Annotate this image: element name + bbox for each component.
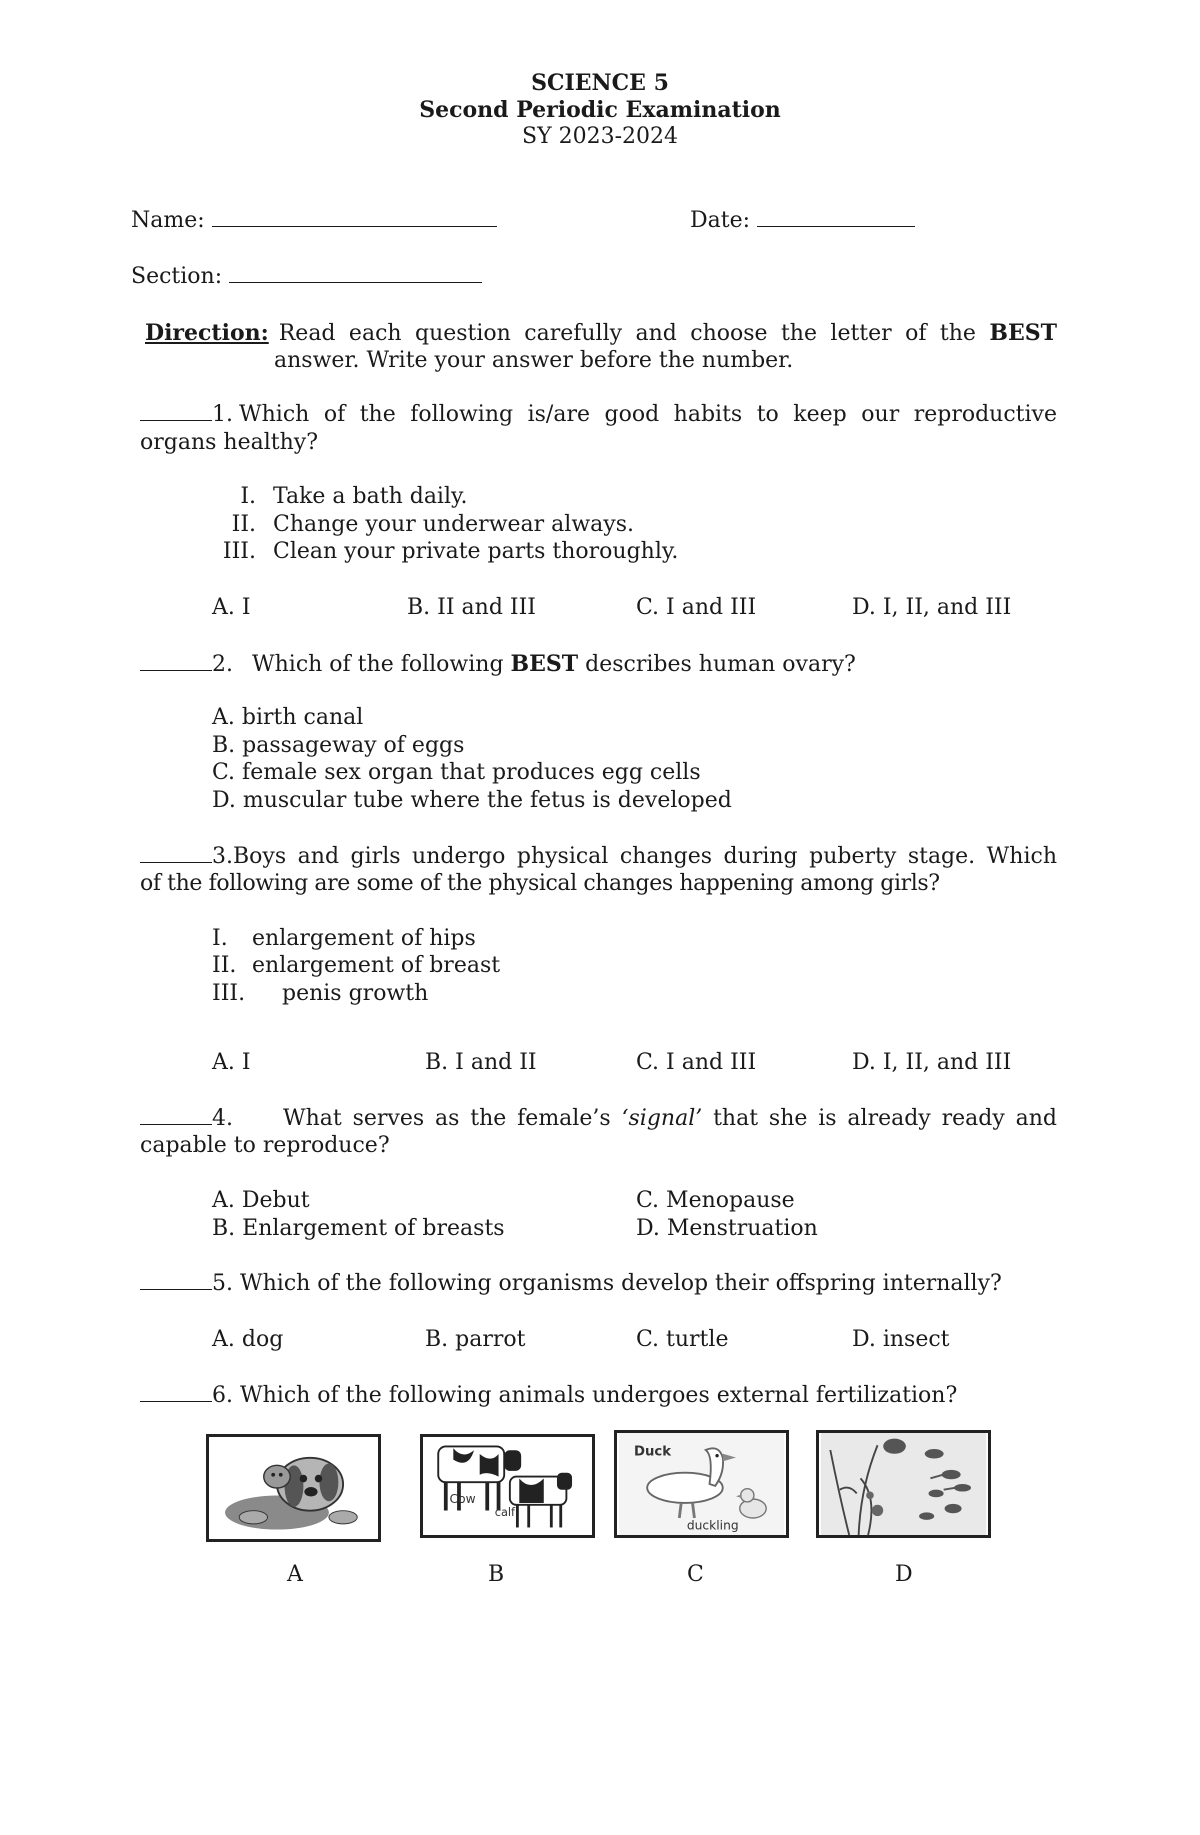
cow-and-calf-picture[interactable] bbox=[420, 1434, 595, 1538]
picture-label-b: B bbox=[488, 1562, 505, 1587]
q4-option-b[interactable]: B. Enlargement of breasts bbox=[212, 1216, 505, 1241]
answer-blank-4[interactable] bbox=[140, 1106, 212, 1125]
answer-blank-5[interactable] bbox=[140, 1271, 212, 1290]
calf-label: calf bbox=[494, 1506, 516, 1520]
question-3-line1: 3. Boys and girls undergo physical changes during puberty stage. Which bbox=[140, 844, 1057, 869]
q3-choice-b[interactable]: B. I and II bbox=[425, 1050, 537, 1075]
direction-emphasis: BEST bbox=[989, 320, 1057, 346]
q3-roman-1: I. enlargement of hips bbox=[212, 926, 476, 951]
subject-title: SCIENCE 5 bbox=[531, 70, 669, 96]
q1-roman-1: I. Take a bath daily. bbox=[240, 484, 468, 509]
answer-blank-1[interactable] bbox=[140, 402, 212, 421]
answer-blank-6[interactable] bbox=[140, 1383, 212, 1402]
question-2-line: 2. Which of the following BEST describes human ovary? bbox=[140, 651, 856, 677]
duck-and-duckling-picture[interactable] bbox=[614, 1430, 789, 1538]
date-label: Date: bbox=[690, 208, 751, 233]
frog-and-tadpoles-picture[interactable] bbox=[816, 1430, 991, 1538]
picture-label-a: A bbox=[287, 1562, 303, 1587]
question-1-line2: organs healthy? bbox=[140, 430, 318, 455]
q3-roman-2: II. enlargement of breast bbox=[212, 953, 501, 978]
name-field[interactable] bbox=[131, 208, 497, 233]
q4-option-a[interactable]: A. Debut bbox=[212, 1188, 310, 1213]
direction-label: Direction: bbox=[145, 320, 269, 346]
q3-choice-d[interactable]: D. I, II, and III bbox=[852, 1050, 1012, 1075]
name-blank[interactable] bbox=[212, 208, 497, 227]
exam-title: Second Periodic Examination bbox=[419, 97, 781, 123]
answer-blank-3[interactable] bbox=[140, 844, 212, 863]
section-label: Section: bbox=[131, 264, 223, 289]
question-5-line: 5. Which of the following organisms develop their offspring internally? bbox=[140, 1271, 1002, 1296]
q1-choice-c[interactable]: C. I and III bbox=[636, 595, 757, 620]
q1-roman-3: III. Clean your private parts thoroughly. bbox=[222, 539, 679, 564]
direction-line2: answer. Write your answer before the number. bbox=[274, 348, 794, 373]
q3-choice-c[interactable]: C. I and III bbox=[636, 1050, 757, 1075]
q4-option-c[interactable]: C. Menopause bbox=[636, 1188, 795, 1213]
question-1-text: Which of the following is/are good habits to keep our reproductive bbox=[239, 402, 1057, 427]
dog-and-puppy-picture[interactable] bbox=[206, 1434, 381, 1542]
q5-choice-c[interactable]: C. turtle bbox=[636, 1327, 729, 1352]
q5-choice-a[interactable]: A. dog bbox=[212, 1327, 284, 1352]
cow-label: Cow bbox=[449, 1491, 476, 1506]
q2-option-c[interactable]: C. female sex organ that produces egg cells bbox=[212, 760, 701, 785]
section-blank[interactable] bbox=[229, 264, 482, 283]
q1-roman-2: II. Change your underwear always. bbox=[231, 512, 634, 537]
question-4-line1: 4. What serves as the female’s ‘signal’ that she is already ready and bbox=[140, 1106, 1057, 1131]
question-1-number: 1. bbox=[212, 402, 233, 427]
q3-choice-a[interactable]: A. I bbox=[212, 1050, 251, 1075]
question-4-line2: capable to reproduce? bbox=[140, 1133, 390, 1158]
school-year: SY 2023-2024 bbox=[522, 124, 678, 149]
direction-line1 bbox=[145, 320, 1057, 346]
name-label: Name: bbox=[131, 208, 205, 233]
duckling-label: duckling bbox=[686, 1518, 739, 1533]
duck-label: Duck bbox=[633, 1444, 671, 1460]
answer-blank-2[interactable] bbox=[140, 652, 212, 671]
question-6-line: 6. Which of the following animals undergoes external fertilization? bbox=[140, 1383, 957, 1408]
q2-option-d[interactable]: D. muscular tube where the fetus is developed bbox=[212, 788, 732, 813]
date-blank[interactable] bbox=[757, 208, 915, 227]
picture-label-d: D bbox=[895, 1562, 913, 1587]
q2-option-a[interactable]: A. birth canal bbox=[212, 705, 364, 730]
date-field[interactable] bbox=[690, 208, 915, 233]
q1-choice-d[interactable]: D. I, II, and III bbox=[852, 595, 1012, 620]
q2-option-b[interactable]: B. passageway of eggs bbox=[212, 733, 465, 758]
q4-option-d[interactable]: D. Menstruation bbox=[636, 1216, 818, 1241]
q1-choice-b[interactable]: B. II and III bbox=[407, 595, 536, 620]
q5-choice-d[interactable]: D. insect bbox=[852, 1327, 950, 1352]
q5-choice-b[interactable]: B. parrot bbox=[425, 1327, 526, 1352]
question-1-line1 bbox=[140, 402, 1057, 427]
section-field[interactable] bbox=[131, 264, 482, 289]
q1-choice-a[interactable]: A. I bbox=[212, 595, 251, 620]
picture-label-c: C bbox=[687, 1562, 704, 1587]
direction-text: Read each question carefully and choose the letter of the bbox=[278, 321, 976, 346]
question-3-line2: of the following are some of the physical changes happening among girls? bbox=[140, 871, 940, 896]
q3-roman-3: III. penis growth bbox=[212, 981, 429, 1006]
